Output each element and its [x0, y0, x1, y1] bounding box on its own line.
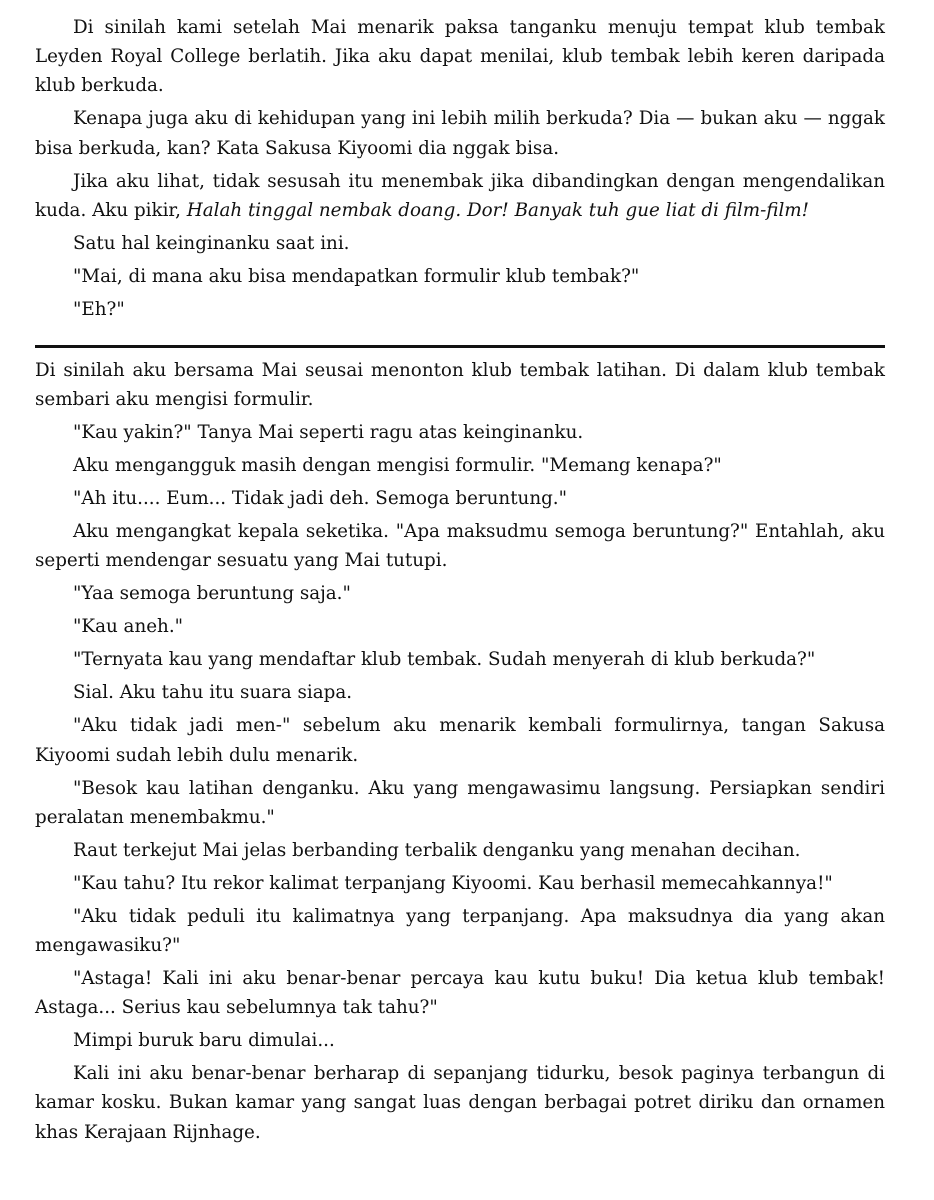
paragraph: "Ah itu.... Eum... Tidak jadi deh. Semoga beruntung." [73, 488, 568, 510]
paragraph: "Aku tidak peduli itu kalimatnya yang terpanjang. Apa maksudnya dia yang akan mengawasiku?" [35, 905, 885, 957]
paragraph: Mimpi buruk baru dimulai... [73, 1030, 335, 1052]
paragraph: "Eh?" [73, 298, 125, 320]
paragraph: "Ternyata kau yang mendaftar klub tembak. Sudah menyerah di klub berkuda?" [73, 649, 816, 671]
document-page [35, 13, 885, 1147]
paragraph-italic-text: Halah tinggal nembak doang. Dor! Banyak tuh gue liat di film-film! [186, 199, 809, 221]
paragraph: "Aku tidak jadi men-" sebelum aku menarik kembali formulirnya, tangan Sakusa Kiyoomi sudah lebih dulu menarik. [35, 715, 885, 766]
paragraph: Kenapa juga aku di kehidupan yang ini lebih milih berkuda? Dia — bukan aku — nggak bisa berkuda, kan? Kata Sakusa Kiyoomi dia nggak bisa. [35, 108, 885, 159]
paragraph: "Kau tahu? Itu rekor kalimat terpanjang Kiyoomi. Kau berhasil memecahkannya!" [73, 872, 833, 894]
paragraph: "Astaga! Kali ini aku benar-benar percaya kau kutu buku! Dia ketua klub tembak! Astaga... Serius kau sebelumnya tak tahu?" [35, 968, 885, 1019]
paragraph: Raut terkejut Mai jelas berbanding terbalik denganku yang menahan decihan. [73, 839, 801, 861]
paragraph: Di sinilah aku bersama Mai seusai menonton klub tembak latihan. Di dalam klub tembak sembari aku mengisi formulir. [35, 360, 885, 411]
paragraph: Aku mengangkat kepala seketika. "Apa maksudmu semoga beruntung?" Entahlah, aku seperti mendengar sesuatu yang Mai tutupi. [35, 521, 885, 572]
paragraph: Kali ini aku benar-benar berharap di sepanjang tidurku, besok paginya terbangun di kamar kosku. Bukan kamar yang sangat luas dengan berbagai potret diriku dan ornamen khas Kerajaan Rijnhage. [35, 1063, 885, 1143]
paragraph: Sial. Aku tahu itu suara siapa. [73, 682, 353, 704]
paragraph-text: Jika aku lihat, tidak sesusah itu menembak jika dibandingkan dengan mengendalikan kuda. Aku pikir, [35, 170, 885, 221]
paragraph: "Kau aneh." [73, 616, 184, 638]
paragraph: Di sinilah kami setelah Mai menarik paksa tanganku menuju tempat klub tembak Leyden Royal College berlatih. Jika aku dapat menilai, klub tembak lebih keren daripada klub berkuda. [35, 17, 885, 97]
section-2 [35, 356, 885, 1147]
paragraph: Aku mengangguk masih dengan mengisi formulir. "Memang kenapa?" [73, 455, 722, 477]
paragraph [35, 167, 885, 225]
paragraph: "Kau yakin?" Tanya Mai seperti ragu atas keinginanku. [73, 422, 584, 444]
paragraph: "Besok kau latihan denganku. Aku yang mengawasimu langsung. Persiapkan sendiri peralatan menembakmu." [35, 777, 885, 828]
section-1 [35, 13, 885, 324]
paragraph: "Mai, di mana aku bisa mendapatkan formulir klub tembak?" [73, 265, 640, 287]
paragraph: Satu hal keinginanku saat ini. [73, 232, 350, 254]
section-divider [35, 345, 885, 348]
paragraph: "Yaa semoga beruntung saja." [73, 583, 351, 605]
